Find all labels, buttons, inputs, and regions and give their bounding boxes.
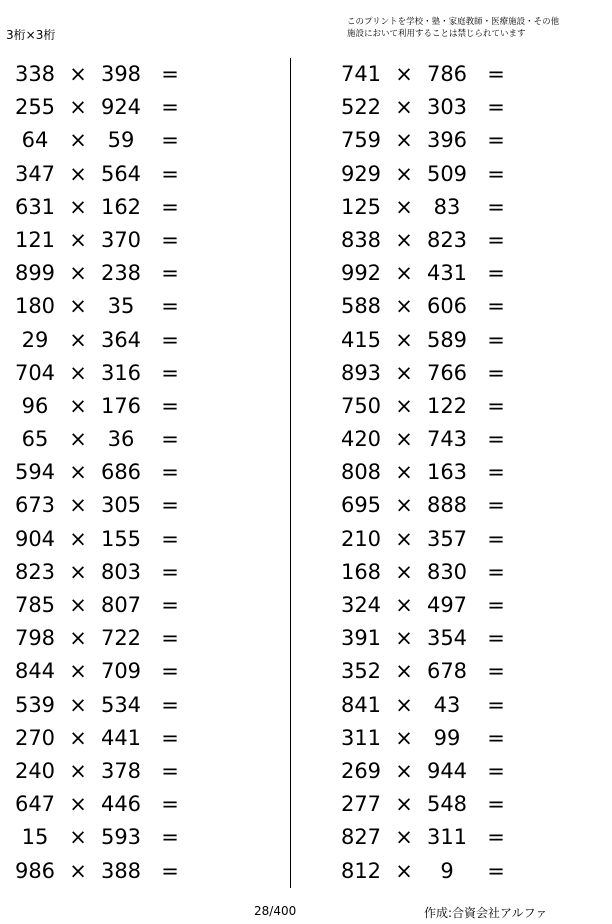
multiplicand: 311: [340, 725, 382, 750]
multiply-sign: ×: [69, 460, 87, 485]
equals-sign: =: [487, 593, 505, 617]
multiplicand: 899: [14, 261, 56, 286]
multiplier: 303: [426, 95, 468, 120]
multiply-sign: ×: [69, 261, 87, 286]
multiplier: 36: [107, 427, 135, 452]
equals-sign: =: [161, 792, 179, 817]
equals-sign: =: [487, 227, 505, 252]
multiplicand: 210: [340, 526, 382, 551]
problem-row: [326, 57, 526, 90]
equals-sign: =: [161, 95, 179, 120]
equals-sign: =: [161, 194, 179, 219]
multiplicand: 324: [340, 593, 382, 617]
multiply-sign: ×: [395, 460, 413, 485]
multiply-sign: ×: [395, 327, 413, 352]
problem-row: [0, 721, 200, 754]
problem-row: [0, 787, 200, 820]
worksheet-title: 3桁×3桁: [6, 28, 56, 42]
multiply-sign: ×: [69, 294, 87, 319]
multiplicand: 15: [21, 825, 49, 850]
problem-row: [326, 754, 526, 787]
multiplicand: 647: [14, 792, 56, 817]
multiply-sign: ×: [69, 128, 87, 153]
multiplier: 398: [100, 62, 142, 86]
multiply-sign: ×: [395, 758, 413, 783]
problem-row: [0, 157, 200, 190]
multiply-sign: ×: [69, 725, 87, 750]
multiplicand: 65: [21, 427, 49, 452]
multiplier: 678: [426, 659, 468, 684]
multiplier: 722: [100, 626, 142, 651]
multiply-sign: ×: [395, 128, 413, 153]
multiplier: 311: [426, 825, 468, 850]
multiplier: 548: [426, 792, 468, 817]
multiplier: 807: [100, 593, 142, 617]
multiplier: 35: [107, 294, 135, 319]
equals-sign: =: [487, 626, 505, 651]
multiplicand: 673: [14, 493, 56, 518]
multiplier: 446: [100, 792, 142, 817]
multiplicand: 798: [14, 626, 56, 651]
equals-sign: =: [161, 825, 179, 850]
multiplier: 686: [100, 460, 142, 485]
usage-notice: [347, 16, 559, 40]
multiplicand: 269: [340, 758, 382, 783]
equals-sign: =: [487, 427, 505, 452]
multiplier: 589: [426, 327, 468, 352]
equals-sign: =: [487, 692, 505, 717]
multiplicand: 588: [340, 294, 382, 319]
multiply-sign: ×: [395, 194, 413, 219]
multiplicand: 986: [14, 858, 56, 883]
equals-sign: =: [487, 393, 505, 418]
multiplier: 354: [426, 626, 468, 651]
multiply-sign: ×: [69, 62, 87, 86]
column-divider: [290, 58, 291, 888]
equals-sign: =: [487, 327, 505, 352]
equals-sign: =: [161, 227, 179, 252]
problem-row: [326, 289, 526, 322]
problem-row: [0, 854, 200, 887]
multiply-sign: ×: [69, 493, 87, 518]
problem-row: [0, 356, 200, 389]
multiply-sign: ×: [69, 95, 87, 120]
multiply-sign: ×: [395, 95, 413, 120]
equals-sign: =: [487, 194, 505, 219]
multiply-sign: ×: [395, 593, 413, 617]
multiplicand: 631: [14, 194, 56, 219]
multiply-sign: ×: [395, 692, 413, 717]
multiplicand: 352: [340, 659, 382, 684]
multiplicand: 893: [340, 360, 382, 385]
multiply-sign: ×: [395, 261, 413, 286]
equals-sign: =: [487, 95, 505, 120]
multiplicand: 347: [14, 161, 56, 186]
equals-sign: =: [161, 626, 179, 651]
multiplier: 364: [100, 327, 142, 352]
equals-sign: =: [487, 659, 505, 684]
problem-row: [0, 256, 200, 289]
equals-sign: =: [161, 758, 179, 783]
multiplicand: 992: [340, 261, 382, 286]
multiply-sign: ×: [395, 427, 413, 452]
problem-row: [0, 289, 200, 322]
multiplier: 43: [433, 692, 461, 717]
multiplicand: 64: [21, 128, 49, 153]
multiplicand: 704: [14, 360, 56, 385]
multiplicand: 827: [340, 825, 382, 850]
multiplicand: 929: [340, 161, 382, 186]
left-problem-column: [0, 57, 200, 887]
equals-sign: =: [161, 427, 179, 452]
multiply-sign: ×: [69, 792, 87, 817]
multiplier: 497: [426, 593, 468, 617]
multiplier: 431: [426, 261, 468, 286]
multiplicand: 785: [14, 593, 56, 617]
equals-sign: =: [487, 360, 505, 385]
multiplicand: 125: [340, 194, 382, 219]
multiply-sign: ×: [69, 393, 87, 418]
multiplicand: 844: [14, 659, 56, 684]
equals-sign: =: [161, 593, 179, 617]
problem-row: [0, 555, 200, 588]
multiplier: 305: [100, 493, 142, 518]
problem-row: [326, 854, 526, 887]
multiply-sign: ×: [69, 692, 87, 717]
multiply-sign: ×: [395, 659, 413, 684]
multiply-sign: ×: [69, 559, 87, 584]
multiplicand: 823: [14, 559, 56, 584]
multiplier: 830: [426, 559, 468, 584]
problem-row: [326, 787, 526, 820]
multiplier: 786: [426, 62, 468, 86]
multiply-sign: ×: [395, 161, 413, 186]
problem-row: [326, 588, 526, 621]
multiplicand: 539: [14, 692, 56, 717]
equals-sign: =: [161, 526, 179, 551]
multiply-sign: ×: [69, 659, 87, 684]
equals-sign: =: [487, 261, 505, 286]
multiplier: 238: [100, 261, 142, 286]
multiplier: 83: [433, 194, 461, 219]
equals-sign: =: [161, 659, 179, 684]
multiplier: 924: [100, 95, 142, 120]
multiplier: 593: [100, 825, 142, 850]
multiplicand: 415: [340, 327, 382, 352]
multiply-sign: ×: [395, 294, 413, 319]
multiplier: 743: [426, 427, 468, 452]
equals-sign: =: [161, 294, 179, 319]
problem-row: [326, 223, 526, 256]
multiply-sign: ×: [395, 559, 413, 584]
equals-sign: =: [487, 62, 505, 86]
problem-row: [0, 323, 200, 356]
problem-row: [0, 422, 200, 455]
equals-sign: =: [487, 758, 505, 783]
multiply-sign: ×: [69, 227, 87, 252]
multiplicand: 594: [14, 460, 56, 485]
multiply-sign: ×: [69, 758, 87, 783]
multiply-sign: ×: [395, 626, 413, 651]
multiply-sign: ×: [395, 526, 413, 551]
problem-row: [0, 754, 200, 787]
multiplier: 564: [100, 161, 142, 186]
problem-row: [326, 323, 526, 356]
multiply-sign: ×: [69, 858, 87, 883]
problem-row: [326, 256, 526, 289]
multiplier: 509: [426, 161, 468, 186]
problem-row: [326, 621, 526, 654]
problem-row: [326, 90, 526, 123]
multiply-sign: ×: [395, 393, 413, 418]
multiplier: 441: [100, 725, 142, 750]
multiplier: 176: [100, 393, 142, 418]
multiplicand: 270: [14, 725, 56, 750]
equals-sign: =: [487, 526, 505, 551]
multiply-sign: ×: [69, 161, 87, 186]
problem-row: [326, 422, 526, 455]
problem-row: [326, 654, 526, 687]
multiplicand: 96: [21, 393, 49, 418]
multiplier: 709: [100, 659, 142, 684]
problem-row: [326, 356, 526, 389]
equals-sign: =: [487, 858, 505, 883]
problem-row: [326, 721, 526, 754]
multiplicand: 808: [340, 460, 382, 485]
equals-sign: =: [487, 294, 505, 319]
multiply-sign: ×: [395, 725, 413, 750]
equals-sign: =: [161, 62, 179, 86]
multiplicand: 168: [340, 559, 382, 584]
equals-sign: =: [487, 460, 505, 485]
multiplier: 606: [426, 294, 468, 319]
equals-sign: =: [487, 161, 505, 186]
multiplier: 155: [100, 526, 142, 551]
equals-sign: =: [161, 360, 179, 385]
multiply-sign: ×: [395, 858, 413, 883]
equals-sign: =: [487, 559, 505, 584]
equals-sign: =: [487, 792, 505, 817]
multiplicand: 841: [340, 692, 382, 717]
multiply-sign: ×: [395, 825, 413, 850]
equals-sign: =: [161, 858, 179, 883]
multiplicand: 277: [340, 792, 382, 817]
problem-row: [326, 555, 526, 588]
equals-sign: =: [161, 493, 179, 518]
multiplicand: 695: [340, 493, 382, 518]
multiply-sign: ×: [69, 360, 87, 385]
multiply-sign: ×: [69, 626, 87, 651]
problem-row: [0, 522, 200, 555]
problem-row: [0, 621, 200, 654]
multiplier: 803: [100, 559, 142, 584]
problem-row: [326, 123, 526, 156]
multiplicand: 741: [340, 62, 382, 86]
multiply-sign: ×: [395, 493, 413, 518]
equals-sign: =: [161, 327, 179, 352]
multiplier: 370: [100, 227, 142, 252]
equals-sign: =: [161, 393, 179, 418]
equals-sign: =: [161, 161, 179, 186]
multiplier: 823: [426, 227, 468, 252]
multiply-sign: ×: [395, 62, 413, 86]
multiplier: 357: [426, 526, 468, 551]
multiply-sign: ×: [69, 526, 87, 551]
problem-row: [0, 123, 200, 156]
multiplier: 378: [100, 758, 142, 783]
problem-row: [0, 820, 200, 853]
page-number: 28/400: [254, 904, 297, 918]
multiplier: 944: [426, 758, 468, 783]
problem-row: [0, 588, 200, 621]
multiply-sign: ×: [395, 792, 413, 817]
multiply-sign: ×: [395, 227, 413, 252]
multiplier: 163: [426, 460, 468, 485]
multiplier: 766: [426, 360, 468, 385]
equals-sign: =: [487, 825, 505, 850]
problem-row: [0, 223, 200, 256]
multiply-sign: ×: [69, 427, 87, 452]
multiplier: 888: [426, 493, 468, 518]
problem-row: [0, 190, 200, 223]
equals-sign: =: [487, 725, 505, 750]
problem-row: [0, 455, 200, 488]
usage-notice-line-1: このプリントを学校・塾・家庭教師・医療施設・その他: [347, 17, 560, 27]
multiply-sign: ×: [69, 194, 87, 219]
multiplier: 122: [426, 393, 468, 418]
equals-sign: =: [161, 559, 179, 584]
equals-sign: =: [161, 261, 179, 286]
problem-row: [326, 522, 526, 555]
problem-row: [0, 654, 200, 687]
multiply-sign: ×: [395, 360, 413, 385]
problem-row: [326, 389, 526, 422]
multiplier: 59: [107, 128, 135, 153]
multiply-sign: ×: [69, 593, 87, 617]
problem-row: [326, 190, 526, 223]
equals-sign: =: [161, 460, 179, 485]
problem-row: [0, 688, 200, 721]
multiplicand: 240: [14, 758, 56, 783]
multiplicand: 759: [340, 128, 382, 153]
problem-row: [0, 389, 200, 422]
multiplier: 9: [440, 858, 454, 883]
multiplicand: 838: [340, 227, 382, 252]
author-credit: 作成:合資会社アルファ: [424, 906, 548, 920]
multiplier: 316: [100, 360, 142, 385]
multiplicand: 391: [340, 626, 382, 651]
multiplier: 396: [426, 128, 468, 153]
problem-row: [0, 488, 200, 521]
multiplier: 388: [100, 858, 142, 883]
multiplicand: 338: [14, 62, 56, 86]
multiplier: 534: [100, 692, 142, 717]
multiplier: 162: [100, 194, 142, 219]
problem-row: [0, 57, 200, 90]
problem-row: [326, 688, 526, 721]
equals-sign: =: [161, 692, 179, 717]
problem-row: [326, 157, 526, 190]
equals-sign: =: [487, 128, 505, 153]
multiplicand: 121: [14, 227, 56, 252]
multiplicand: 522: [340, 95, 382, 120]
problem-row: [326, 455, 526, 488]
multiplicand: 904: [14, 526, 56, 551]
multiplicand: 180: [14, 294, 56, 319]
multiplicand: 255: [14, 95, 56, 120]
equals-sign: =: [161, 725, 179, 750]
multiplicand: 812: [340, 858, 382, 883]
usage-notice-line-2: 施設において利用することは禁じられています: [347, 29, 526, 39]
multiply-sign: ×: [69, 327, 87, 352]
problem-row: [0, 90, 200, 123]
multiplier: 99: [433, 725, 461, 750]
problem-row: [326, 820, 526, 853]
equals-sign: =: [487, 493, 505, 518]
multiplicand: 29: [21, 327, 49, 352]
right-problem-column: [326, 57, 526, 887]
multiplicand: 420: [340, 427, 382, 452]
multiplicand: 750: [340, 393, 382, 418]
multiply-sign: ×: [69, 825, 87, 850]
equals-sign: =: [161, 128, 179, 153]
problem-row: [326, 488, 526, 521]
